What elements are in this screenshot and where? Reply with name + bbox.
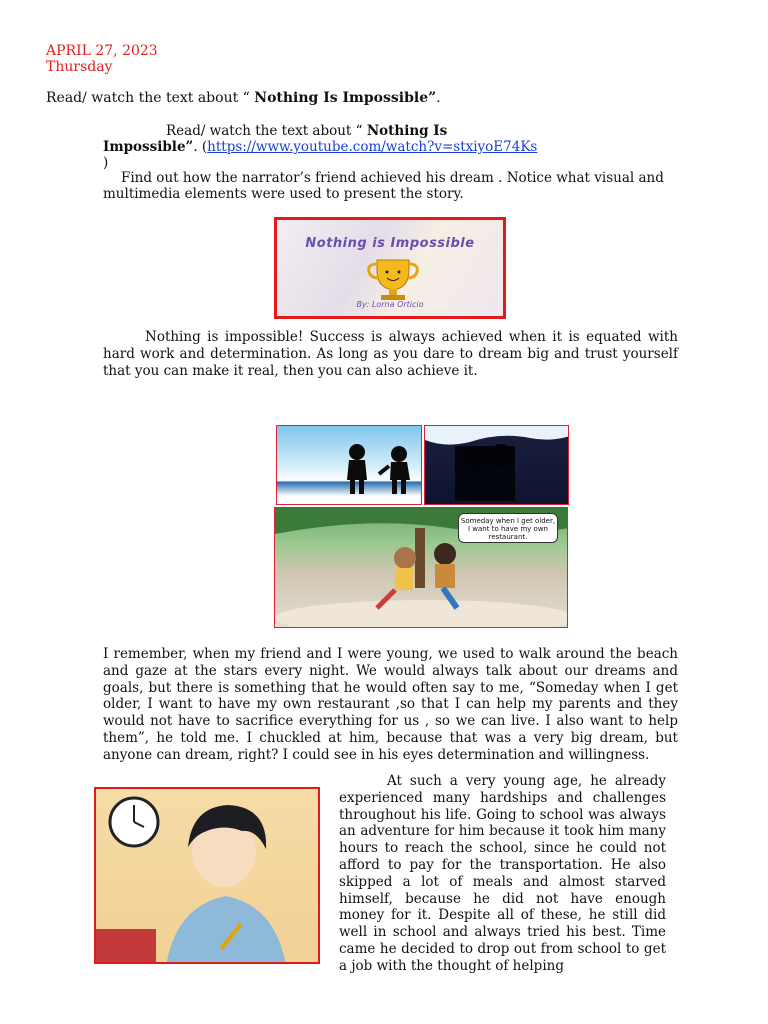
speech-bubble: Someday when I get older, I want to have my own restaurant. <box>458 513 558 543</box>
children-silhouette-icon <box>277 426 422 505</box>
paragraph-1-text: Nothing is impossible! Success is always achieved when it is equated with hard work and determination. As long as you dare to dream big and trust yourself that you can make it real, then you can also achieve it. <box>103 329 678 379</box>
paragraph-3-text: At such a very young age, he already experienced many hardships and challenges throughout his life. Going to school was always an adventure for him because it took him many hours to reach the school, since he could not afford to pay for the transportation. He also skipped a lot of meals and almost starved himself, because he did not have enough money for it. Despite all of these, he still did well in school and always tried his best. Time came he decided to drop out from school to get a job with the thought of helping <box>339 773 666 974</box>
paragraph-1 <box>103 329 678 379</box>
title-image-text: Nothing is Impossible <box>305 236 475 251</box>
title-image-byline: By: Lorna Orticio <box>356 300 424 309</box>
task-line <box>103 123 678 171</box>
paragraph-3 <box>339 773 666 975</box>
intro-title: Nothing Is Impossible” <box>254 90 437 106</box>
paragraph-2: I remember, when my friend and I were young, we used to walk around the beach and gaze at the stars every night. We would always talk about our dreams and goals, but there is something that he would often say to me, “Someday when I get older, I want to have my own restaurant ,so that I can help my parents and they would not have to sacrifice everything for us , so we can live. I also want to help them”, he told me. I chuckled at him, because that was a very big dream, but anyone can dream, right? I could see in his eyes determination and willingness. <box>103 646 678 763</box>
task-title-a: Nothing Is <box>366 123 448 139</box>
children-night-silhouette-icon <box>425 426 569 505</box>
boy-studying-image <box>94 787 320 964</box>
comic-panel-night <box>424 425 569 505</box>
comic-panel-beach <box>276 425 422 505</box>
task-mid: . ( <box>193 139 208 155</box>
intro-line <box>46 90 441 106</box>
video-link[interactable]: https://www.youtube.com/watch?v=stxiyoE74Ks <box>207 139 538 155</box>
intro-prefix: Read/ watch the text about “ <box>46 90 255 106</box>
intro-suffix: . <box>436 90 441 106</box>
date-text: APRIL 27, 2023 <box>46 43 158 59</box>
clock-and-boy-icon <box>96 789 320 964</box>
instruction-text: Find out how the narrator’s friend achieved his dream . Notice what visual and multimedia elements were used to present the story. <box>103 170 664 202</box>
day-text: Thursday <box>46 59 113 75</box>
date-header <box>46 43 158 75</box>
comic-panel-dream <box>274 507 568 628</box>
task-prefix: Read/ watch the text about “ <box>166 123 367 139</box>
story-title-image <box>274 217 506 319</box>
task-close: ) <box>103 155 109 171</box>
task-title-b: Impossible” <box>103 139 194 155</box>
